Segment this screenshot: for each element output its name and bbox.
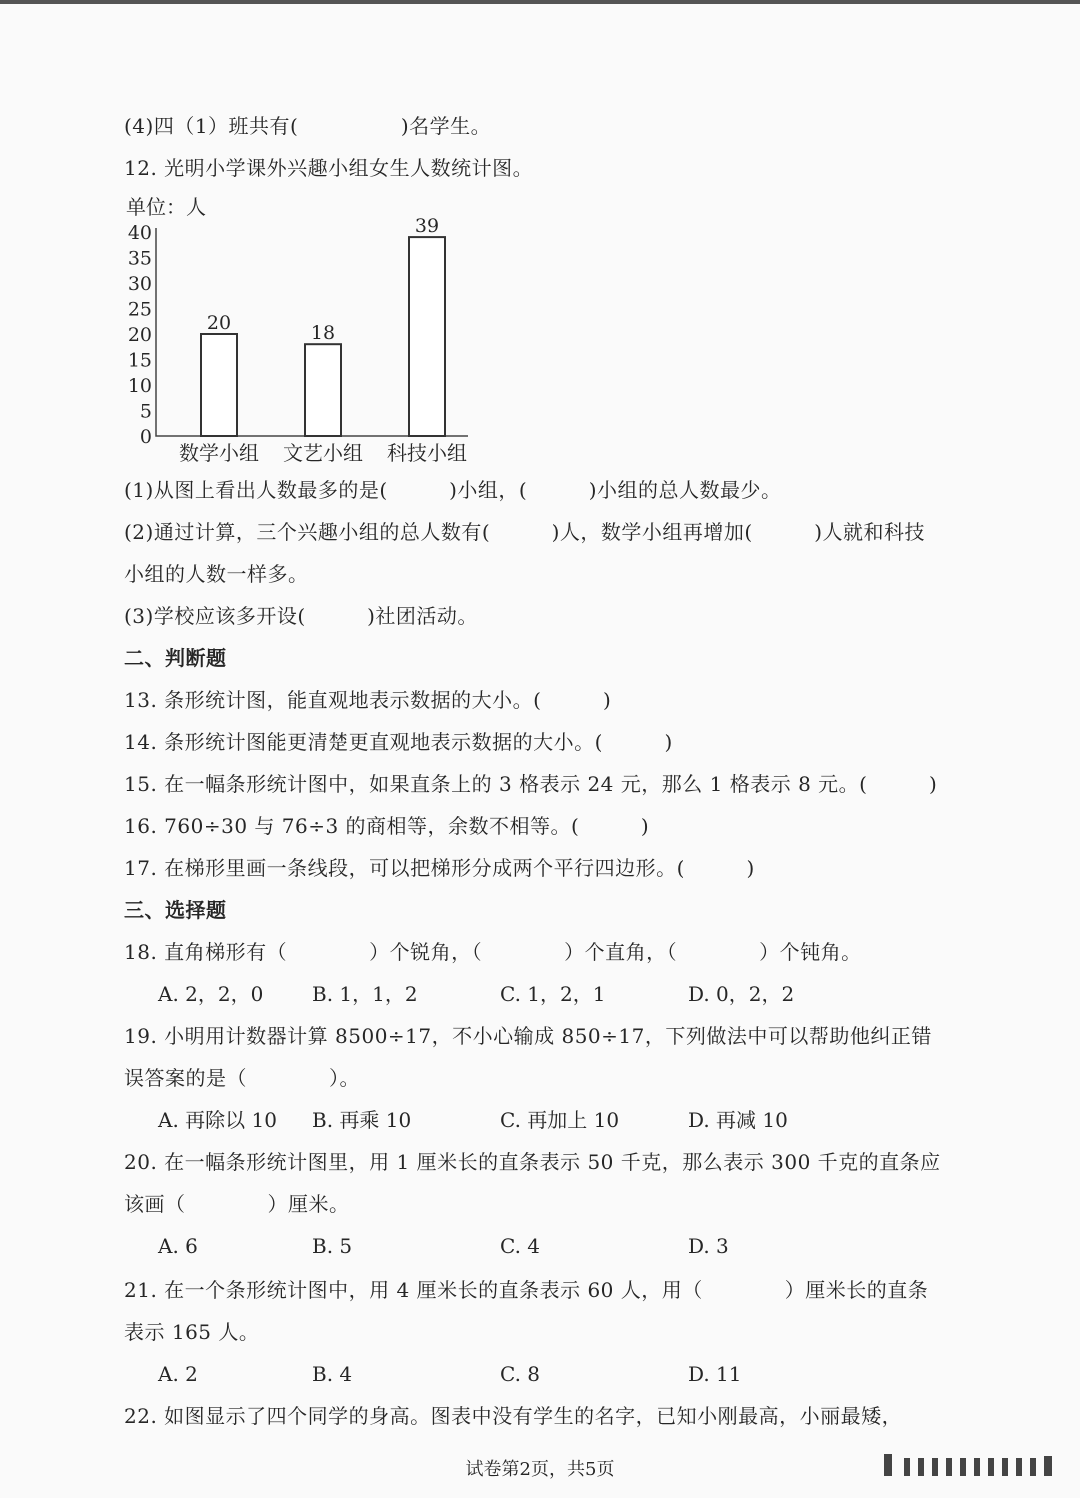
q20-option-d: D. 3 <box>688 1234 729 1258</box>
question-20-cont: 该画（ ）厘米。 <box>124 1192 350 1216</box>
q20-option-a: A. 6 <box>158 1234 198 1258</box>
q21-option-b: B. 4 <box>312 1362 353 1386</box>
bar-value-label: 20 <box>206 312 232 334</box>
q21-option-d: D. 11 <box>688 1362 742 1386</box>
question-13: 13. 条形统计图，能直观地表示数据的大小。( ) <box>124 688 612 712</box>
question-12-2-cont: 小组的人数一样多。 <box>124 562 309 586</box>
x-category-label: 文艺小组 <box>283 441 363 465</box>
y-tick-label: 40 <box>127 222 152 244</box>
question-22: 22. 如图显示了四个同学的身高。图表中没有学生的名字，已知小刚最高，小丽最矮， <box>124 1404 903 1428</box>
question-17: 17. 在梯形里画一条线段，可以把梯形分成两个平行四边形。( ) <box>124 856 755 880</box>
y-tick-label: 5 <box>139 400 152 423</box>
question-15: 15. 在一幅条形统计图中，如果直条上的 3 格表示 24 元，那么 1 格表示 8 元。( ) <box>124 772 938 796</box>
bar-0 <box>201 334 237 436</box>
q19-option-a: A. 再除以 10 <box>158 1108 277 1132</box>
bar-chart <box>120 194 480 466</box>
y-tick-label: 15 <box>127 349 152 372</box>
question-11-4: (4)四（1）班共有( )名学生。 <box>124 114 492 138</box>
question-20: 20. 在一幅条形统计图里，用 1 厘米长的直条表示 50 千克，那么表示 300 千克的直条应 <box>124 1150 941 1174</box>
q21-option-c: C. 8 <box>500 1362 541 1386</box>
question-12-1: (1)从图上看出人数最多的是( )小组，( )小组的总人数最少。 <box>124 478 782 502</box>
bar-1 <box>305 344 341 436</box>
q18-option-b: B. 1，1，2 <box>312 982 418 1006</box>
question-19: 19. 小明用计数器计算 8500÷17，不小心输成 850÷17，下列做法中可以帮助他纠正错 <box>124 1024 932 1048</box>
section-judgment-title: 二、判断题 <box>124 646 227 670</box>
q18-option-c: C. 1，2，1 <box>500 982 606 1006</box>
question-16: 16. 760÷30 与 76÷3 的商相等，余数不相等。( ) <box>124 814 650 838</box>
question-18: 18. 直角梯形有（ ）个锐角，（ ）个直角，（ ）个钝角。 <box>124 940 862 964</box>
q20-option-c: C. 4 <box>500 1234 541 1258</box>
question-12-3: (3)学校应该多开设( )社团活动。 <box>124 604 478 628</box>
bar-2 <box>409 237 445 436</box>
question-12: 12. 光明小学课外兴趣小组女生人数统计图。 <box>124 156 534 180</box>
top-border <box>0 0 1080 4</box>
question-12-2: (2)通过计算，三个兴趣小组的总人数有( )人，数学小组再增加( )人就和科技 <box>124 520 926 544</box>
q19-option-b: B. 再乘 10 <box>312 1108 412 1132</box>
bar-value-label: 18 <box>310 322 336 345</box>
q18-option-d: D. 0，2，2 <box>688 982 795 1006</box>
x-category-label: 科技小组 <box>387 441 467 465</box>
x-category-label: 数学小组 <box>179 441 259 465</box>
y-tick-label: 0 <box>139 426 152 448</box>
q20-option-b: B. 5 <box>312 1234 353 1258</box>
q18-option-a: A. 2，2，0 <box>158 982 264 1006</box>
y-tick-label: 35 <box>127 247 152 270</box>
y-tick-label: 10 <box>127 375 152 397</box>
q19-option-c: C. 再加上 10 <box>500 1108 620 1132</box>
y-tick-label: 20 <box>127 324 152 346</box>
y-tick-label: 30 <box>127 273 152 295</box>
unit-label: 单位：人 <box>126 195 206 219</box>
q21-option-a: A. 2 <box>158 1362 198 1386</box>
question-19-cont: 误答案的是（ ）。 <box>124 1066 360 1090</box>
y-tick-label: 25 <box>127 298 152 321</box>
scan-mark-icon <box>884 1452 1054 1478</box>
section-choice-title: 三、选择题 <box>124 898 227 922</box>
question-21-cont: 表示 165 人。 <box>124 1320 260 1344</box>
question-14: 14. 条形统计图能更清楚更直观地表示数据的大小。( ) <box>124 730 673 754</box>
q19-option-d: D. 再减 10 <box>688 1108 788 1132</box>
bar-value-label: 39 <box>414 215 440 238</box>
page-footer: 试卷第2页，共5页 <box>465 1459 615 1480</box>
question-21: 21. 在一个条形统计图中，用 4 厘米长的直条表示 60 人，用（ ）厘米长的直条 <box>124 1278 929 1302</box>
